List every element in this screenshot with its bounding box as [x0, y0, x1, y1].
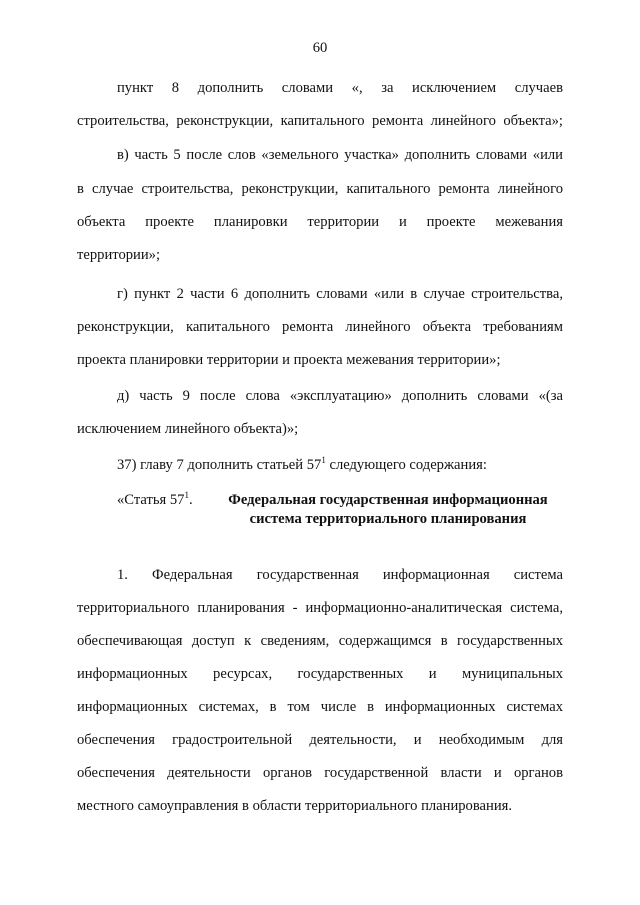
paragraph-line: проекта планировки территории и проекта межевания территории»; [77, 352, 501, 368]
paragraph-line: местного самоуправления в области территориального планирования. [77, 798, 513, 814]
paragraph-line: в) часть 5 после слов «земельного участка» дополнить словами «или [117, 147, 563, 163]
paragraph-line: обеспечения деятельности органов государственной власти и органов [77, 765, 563, 781]
paragraph-line: 1. Федеральная государственная информационная система [117, 567, 563, 583]
paragraph-text: следующего содержания: [325, 457, 487, 473]
paragraph-line: территории»; [77, 247, 161, 263]
paragraph-line: реконструкции, капитального ремонта линейного объекта требованиям [77, 319, 563, 335]
paragraph-line: д) часть 9 после слова «эксплуатацию» дополнить словами «(за [117, 388, 563, 404]
article-title: система территориального планирования [249, 511, 527, 527]
paragraph-line: в случае строительства, реконструкции, капитального ремонта линейного [77, 181, 563, 197]
paragraph-text: 37) главу 7 дополнить статьей 57 [117, 457, 322, 473]
article-label-dot: . [188, 492, 193, 508]
article-label-text: «Статья 57 [117, 492, 185, 508]
paragraph-line: объекта проекте планировки территории и проекте межевания [77, 214, 563, 230]
paragraph-line: обеспечения градостроительной деятельности, и необходимым для [77, 732, 563, 748]
superscript: 1 [184, 490, 189, 500]
paragraph-line: исключением линейного объекта)»; [77, 421, 299, 437]
paragraph-line [117, 456, 563, 474]
paragraph-line: информационных системах, в том числе в информационных системах [77, 699, 563, 715]
paragraph-line: строительства, реконструкции, капитального ремонта линейного объекта»; [77, 113, 563, 129]
paragraph-line: территориального планирования - информационно-аналитическая система, [77, 600, 563, 616]
paragraph-line: г) пункт 2 части 6 дополнить словами «или в случае строительства, [117, 286, 563, 302]
article-title: Федеральная государственная информационная [228, 492, 548, 508]
superscript: 1 [321, 455, 326, 465]
paragraph-line: пункт 8 дополнить словами «, за исключением случаев [117, 80, 563, 96]
article-label [117, 491, 193, 509]
paragraph-line: информационных ресурсах, государственных и муниципальных [77, 666, 563, 682]
page-number: 60 [312, 40, 328, 56]
paragraph-line: обеспечивающая доступ к сведениям, содержащимся в государственных [77, 633, 563, 649]
